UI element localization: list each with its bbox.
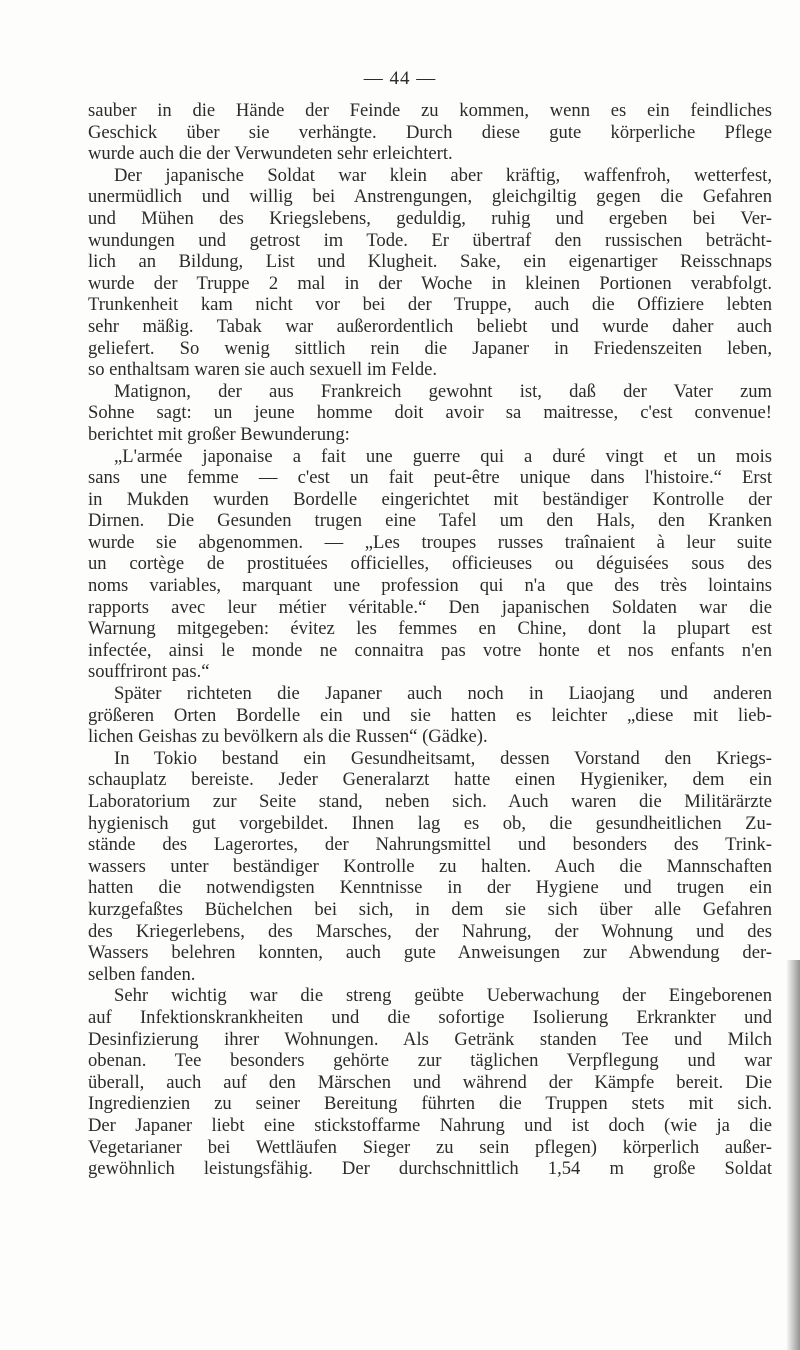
text-line: hatten die notwendigsten Kenntnisse in der Hygiene und trugen ein	[88, 877, 772, 899]
text-line: Sehr wichtig war die streng geübte Ueberwachung der Eingeborenen	[114, 985, 772, 1007]
text-line: so enthaltsam waren sie auch sexuell im Felde.	[88, 359, 438, 381]
text-line: geliefert. So wenig sittlich rein die Japaner in Friedenszeiten leben,	[88, 337, 772, 359]
text-line: Der Japaner liebt eine stickstoffarme Nahrung und ist doch (wie ja die	[88, 1114, 772, 1136]
text-line: schauplatz bereiste. Jeder Generalarzt hatte einen Hygieniker, dem ein	[88, 769, 772, 791]
text-line: berichtet mit großer Bewunderung:	[88, 423, 350, 445]
text-line: Desinfizierung ihrer Wohnungen. Als Getränk standen Tee und Milch	[88, 1028, 772, 1050]
text-line: größeren Orten Bordelle ein und sie hatten es leichter „diese mit lieb-	[88, 704, 772, 726]
text-line: wurde auch die der Verwundeten sehr erleichtert.	[88, 143, 453, 165]
text-line: hygienisch gut vorgebildet. Ihnen lag es ob, die gesundheitlichen Zu-	[88, 812, 772, 834]
text-line: in Mukden wurden Bordelle eingerichtet mit beständiger Kontrolle der	[88, 488, 772, 510]
text-line: souffriront pas.“	[88, 661, 210, 683]
page-number: — 44 —	[363, 68, 437, 89]
text-line: des Kriegerlebens, des Marsches, der Nahrung, der Wohnung und des	[88, 920, 772, 942]
text-line: Sohne sagt: un jeune homme doit avoir sa maitresse, c'est convenue!	[88, 402, 772, 424]
text-line: lich an Bildung, List und Klugheit. Sake, ein eigenartiger Reisschnaps	[88, 251, 772, 273]
text-line: rapports avec leur métier véritable.“ Den japanischen Soldaten war die	[88, 596, 772, 618]
text-line: Dirnen. Die Gesunden trugen eine Tafel um den Hals, den Kranken	[88, 510, 772, 532]
text-line: Ingredienzien zu seiner Bereitung führten die Truppen stets mit sich.	[88, 1093, 772, 1115]
text-line: un cortège de prostituées officielles, officieuses ou déguisées sous des	[88, 553, 772, 575]
text-line: sehr mäßig. Tabak war außerordentlich beliebt und wurde daher auch	[88, 315, 772, 337]
text-line: In Tokio bestand ein Gesundheitsamt, dessen Vorstand den Kriegs-	[114, 747, 772, 769]
text-line: auf Infektionskrankheiten und die sofortige Isolierung Erkrankter und	[88, 1006, 772, 1028]
text-line: sans une femme — c'est un fait peut-être unique dans l'histoire.“ Erst	[88, 467, 772, 489]
text-line: wurde der Truppe 2 mal in der Woche in kleinen Portionen verabfolgt.	[88, 272, 772, 294]
text-line: unermüdlich und willig bei Anstrengungen, gleichgiltig gegen die Gefahren	[88, 186, 772, 208]
text-line: sauber in die Hände der Feinde zu kommen, wenn es ein feindliches	[88, 100, 772, 121]
text-line: Vegetarianer bei Wettläufen Sieger zu sein pflegen) körperlich außer-	[88, 1136, 772, 1158]
text-line: Laboratorium zur Seite stand, neben sich. Auch waren die Militärärzte	[88, 791, 772, 812]
text-line: obenan. Tee besonders gehörte zur täglichen Verpflegung und war	[88, 1050, 772, 1072]
text-line: lichen Geishas zu bevölkern als die Russen“ (Gädke).	[88, 726, 488, 748]
text-line: Wassers belehren konnten, auch gute Anweisungen zur Abwendung der-	[88, 942, 772, 964]
text-line: infectée, ainsi le monde ne connaitra pas votre honte et nos enfants n'en	[88, 639, 772, 661]
text-line: Warnung mitgegeben: évitez les femmes en Chine, dont la plupart est	[88, 618, 772, 640]
text-line: Trunkenheit kam nicht vor bei der Truppe, auch die Offiziere lebten	[88, 294, 772, 316]
text-line: wundungen und getrost im Tode. Er übertraf den russischen beträcht-	[88, 229, 772, 251]
body-text	[88, 100, 772, 1180]
text-line: überall, auch auf den Märschen und während der Kämpfe bereit. Die	[88, 1071, 772, 1093]
text-line: Später richteten die Japaner auch noch in Liaojang und anderen	[114, 683, 772, 705]
text-line: „L'armée japonaise a fait une guerre qui a duré vingt et un mois	[114, 445, 772, 467]
text-line: wurde sie abgenommen. — „Les troupes russes traînaient à leur suite	[88, 531, 772, 553]
text-line: Matignon, der aus Frankreich gewohnt ist, daß der Vater zum	[114, 380, 772, 402]
text-line: wassers unter beständiger Kontrolle zu halten. Auch die Mannschaften	[88, 855, 772, 877]
text-line: stände des Lagerortes, der Nahrungsmittel und besonders des Trink-	[88, 834, 772, 856]
text-line: Geschick über sie verhängte. Durch diese gute körperliche Pflege	[88, 121, 772, 143]
text-line: Der japanische Soldat war klein aber kräftig, waffenfroh, wetterfest,	[114, 164, 772, 186]
text-line: und Mühen des Kriegslebens, geduldig, ruhig und ergeben bei Ver-	[88, 207, 772, 229]
text-line: noms variables, marquant une profession qui n'a que des très lointains	[88, 575, 772, 597]
text-line: kurzgefaßtes Büchelchen bei sich, in dem sie sich über alle Gefahren	[88, 898, 772, 920]
text-line: gewöhnlich leistungsfähig. Der durchschnittlich 1,54 m große Soldat	[88, 1158, 772, 1180]
text-line: selben fanden.	[88, 963, 196, 985]
page-edge-shadow	[786, 960, 800, 1350]
